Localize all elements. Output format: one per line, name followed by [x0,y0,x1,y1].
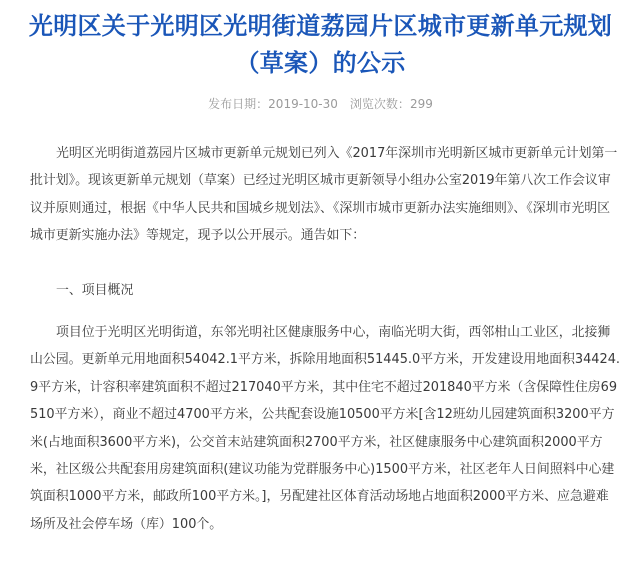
view-count: 299 [409,97,433,111]
article-title: 光明区关于光明区光明街道荔园片区城市更新单元规划（草案）的公示 [28,12,613,77]
view-count-label: 浏览次数： [349,97,410,111]
publish-date-label: 发布日期： [208,97,269,111]
intro-paragraph: 光明区光明街道荔园片区城市更新单元规划已列入《2017年深圳市光明新区城市更新单元计划第一批计划》。现该更新单元规划（草案）已经过光明区城市更新领导小组办公室2019年第八次工作会议审议并原则通过，根据《中华人民共和国城乡规划法》、《深圳市城市更新办法实施细则》、《深圳市光明区城市更新实施办法》等规定，现予以公开展示。通告如下： [30,146,618,244]
publish-date: 2019-10-30 [268,97,338,111]
section-heading: 一、项目概况 [56,283,134,298]
project-overview-paragraph: 项目位于光明区光明街道，东邻光明社区健康服务中心，南临光明大街，西邻柑山工业区，北接狮山公园。更新单元用地面积54042.1平方米，拆除用地面积51445.0平方米，开发建设用地面积34424.9平方米，计容积率建筑面积不超过217040平方米，其中住宅不超过201840平方米（含保障性住房69510平方米），商业不超过4700平方米，公共配套设施10500平方米[含12班幼儿园建筑面积3200平方米(占地面积3600平方米)，公交首末站建筑面积2700平方米，社区健康服务中心建筑面积2000平方米，社区级公共配套用房建筑面积(建议功能为党群服务中心)1500平方米，社区老年人日间照料中心建筑面积1000平方米，邮政所100平方米。]，另配建社区体育活动场地占地面积2000平方米、应急避难场所及社会停车场（库）100个。 [30,325,620,532]
article-meta [0,96,641,112]
